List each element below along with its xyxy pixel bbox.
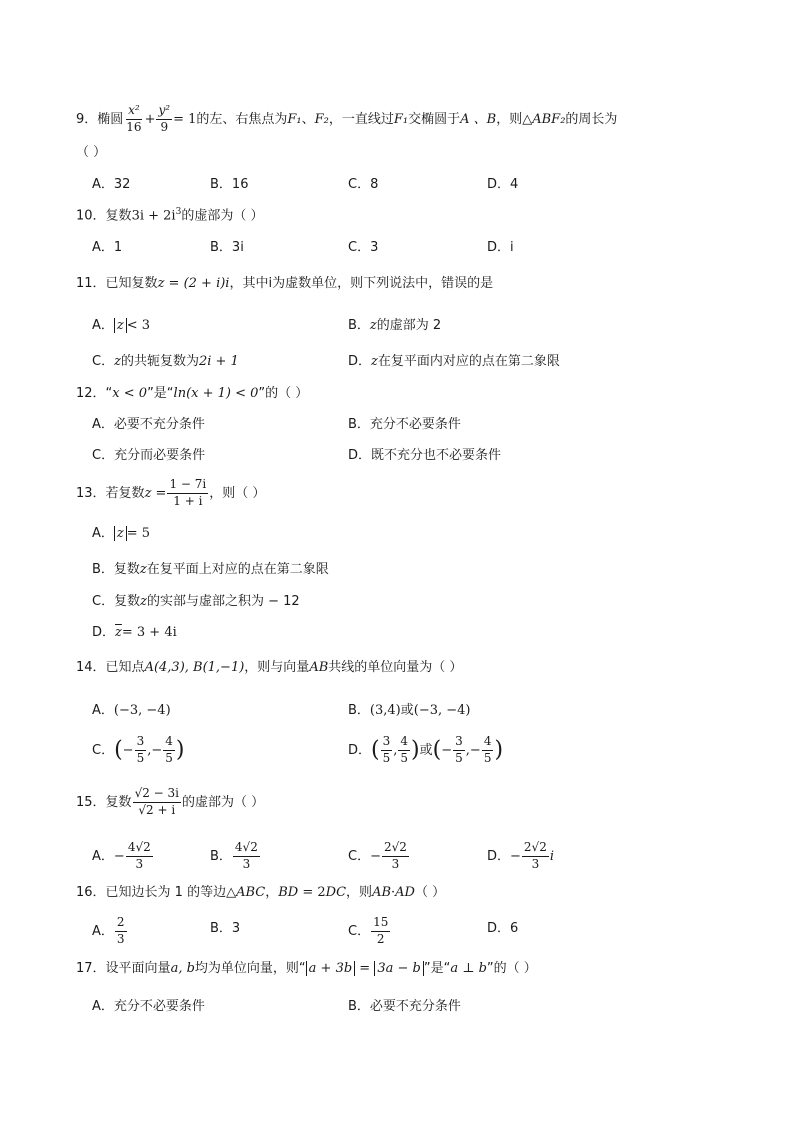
q9-option-b: B．16 <box>210 177 249 192</box>
q9-text-4: 交椭圆于 <box>408 111 461 127</box>
q12-number: 12． <box>76 386 106 401</box>
q9-eq: = 1 <box>173 111 197 127</box>
q9-text-2: 的左、右焦点为 <box>196 111 288 127</box>
q10-exp: 3 <box>175 207 182 217</box>
q14-vector: AB <box>309 660 329 675</box>
question-12: 12．“x < 0”是“ln(x + 1) < 0”的（ ） <box>76 386 309 401</box>
q9-text-5: ，则 <box>496 111 523 127</box>
q9-option-a: A．32 <box>92 177 131 192</box>
q17-text-4: ”的（ ） <box>486 961 537 976</box>
q16-option-c: C． $\frac{15}{2}$ <box>348 915 389 946</box>
q10-text-1: 复数 <box>105 208 132 224</box>
q12-cond-2: ln(x + 1) < 0 <box>173 386 259 401</box>
q15-fraction: $\frac{√2 - 3i}{√2 + i}$ <box>134 786 179 817</box>
q15-option-b: B． $\frac{4√2}{3}$ <box>210 840 258 871</box>
q11-option-a: A． z < 3 <box>92 318 151 333</box>
q10-expr: 3i + 2i <box>131 208 176 224</box>
question-16: 16．已知边长为 1 的等边△ABC，BD = 2DC，则AB·AD（ ） <box>76 885 446 900</box>
q12-option-d: D．既不充分也不必要条件 <box>348 448 502 463</box>
q15-number: 15． <box>76 794 106 810</box>
q9-number: 9． <box>76 111 98 127</box>
q15-text-2: 的虚部为（ ） <box>182 794 265 810</box>
q11-expr: z = (2 + i)i <box>157 276 230 291</box>
q9-f1: F₁ <box>287 111 302 127</box>
q13-z: z = <box>144 485 167 501</box>
question-13 <box>76 478 265 509</box>
q14-option-d: D．( $\frac{3}{5}$ , $\frac{4}{5}$ )或(− $\frac{3}{5}$ ,− $\frac{4}{5}$ ) <box>348 734 504 765</box>
q15-option-a: A．− $\frac{4√2}{3}$ <box>92 840 151 871</box>
q9-frac-x: $\frac{\text{x²}}{16}$ <box>126 103 142 134</box>
q16-number: 16． <box>76 885 106 900</box>
q11-text-1: 已知复数 <box>105 276 158 291</box>
q16-vec-ad: AD <box>395 885 415 900</box>
q17-perp: a ⊥ b <box>450 961 487 976</box>
q16-vec-ab: AB <box>372 885 392 900</box>
q17-text-3: ”是“ <box>423 961 451 976</box>
q14-option-c: C．(− $\frac{3}{5}$ ,− $\frac{4}{5}$ ) <box>92 734 185 765</box>
q10-number: 10． <box>76 208 106 224</box>
q13-text-1: 若复数 <box>105 485 145 501</box>
q14-text-3: 共线的单位向量为（ ） <box>328 660 463 675</box>
q11-option-b: B．z的虚部为 2 <box>348 318 442 333</box>
q9-sep: 、 <box>301 111 315 127</box>
q16-option-d: D．6 <box>487 921 519 936</box>
q12-option-c: C．充分而必要条件 <box>92 448 206 463</box>
q17-text-1: 设平面向量 <box>105 961 171 976</box>
question-11 <box>76 277 493 290</box>
q17-number: 17． <box>76 961 106 976</box>
q11-text-2: ，其中i为虚数单位，则下列说法中，错误的是 <box>229 276 494 291</box>
q9-plus: + <box>144 111 156 127</box>
q9-text-6: 的周长为 <box>565 111 618 127</box>
question-9 <box>76 104 617 135</box>
q10-text-2: 的虚部为（ ） <box>181 208 264 224</box>
q14-points: A(4,3), B(1,−1) <box>144 660 245 675</box>
q14-text-1: 已知点 <box>105 660 145 675</box>
question-10 <box>76 208 263 222</box>
q9-option-d: D．4 <box>487 177 519 192</box>
q16-triangle: △ABC <box>226 885 266 900</box>
q10-option-c: C．3 <box>348 240 379 255</box>
q17-option-b: B．必要不充分条件 <box>348 999 461 1014</box>
q17-option-a: A．充分不必要条件 <box>92 999 205 1014</box>
q15-option-d: D．− $\frac{2√2}{3}$ i <box>487 840 555 871</box>
q13-option-d: D．$\overline{z}= 3 + 4i$ <box>92 625 177 640</box>
q9-triangle: △ABF₂ <box>522 111 566 127</box>
q17-text-2: 均为单位向量，则“ <box>194 961 306 976</box>
q14-text-2: ，则与向量 <box>244 660 310 675</box>
q16-option-a: A． $\frac{2}{3}$ <box>92 915 125 946</box>
q15-option-c: C．− $\frac{2√2}{3}$ <box>348 840 407 871</box>
q9-paren: （ ） <box>76 145 107 160</box>
q11-number: 11． <box>76 276 106 291</box>
q16-text-1: 已知边长为 1 的等边 <box>105 885 227 900</box>
q16-vec-bd: BD <box>278 885 299 900</box>
q16-vec-dc: DC <box>325 885 347 900</box>
q17-rhs: 3a − b <box>374 961 424 976</box>
q14-option-b: B．(3,4)或(−3, −4) <box>348 703 471 718</box>
q17-lhs: a + 3b <box>306 961 356 976</box>
q12-cond-1: x < 0 <box>112 386 148 401</box>
q9-text-1: 椭圆 <box>97 111 124 127</box>
q12-option-b: B．充分不必要条件 <box>348 417 461 432</box>
q13-fraction: $\frac{1 - 7i}{1 + i}$ <box>169 477 207 508</box>
q9-option-c: C．8 <box>348 177 379 192</box>
q13-option-c: C．复数z的实部与虚部之积为 − 12 <box>92 594 300 609</box>
question-15 <box>76 787 264 818</box>
q14-option-a: A．(−3, −4) <box>92 703 171 718</box>
q13-option-a: A． z = 5 <box>92 526 151 541</box>
q13-text-2: ，则（ ） <box>209 485 266 501</box>
q10-option-d: D．i <box>487 240 514 255</box>
q9-f2: F₂ <box>314 111 329 127</box>
q11-option-d: D．z在复平面内对应的点在第二象限 <box>348 354 560 369</box>
q14-number: 14． <box>76 660 106 675</box>
q12-option-a: A．必要不充分条件 <box>92 417 205 432</box>
q13-number: 13． <box>76 485 106 501</box>
question-14 <box>76 661 462 674</box>
q11-option-c: C．z的共轭复数为2i + 1 <box>92 354 239 369</box>
q9-frac-y: $\frac{\text{y²}}{9}$ <box>158 103 171 134</box>
q10-option-a: A．1 <box>92 240 123 255</box>
q10-option-b: B．3i <box>210 240 244 255</box>
question-17: 17．设平面向量a, b均为单位向量，则“ a + 3b = 3a − b ”是“a ⊥ b”的（ ） <box>76 961 537 976</box>
q16-option-b: B．3 <box>210 921 241 936</box>
q17-vectors: a, b <box>170 961 195 976</box>
q9-ab: A 、B <box>460 111 497 127</box>
q13-option-b: B．复数z在复平面上对应的点在第二象限 <box>92 562 329 577</box>
q9-f1-b: F₁ <box>393 111 409 127</box>
q9-text-3: ，一直线过 <box>328 111 394 127</box>
q15-text-1: 复数 <box>105 794 132 810</box>
